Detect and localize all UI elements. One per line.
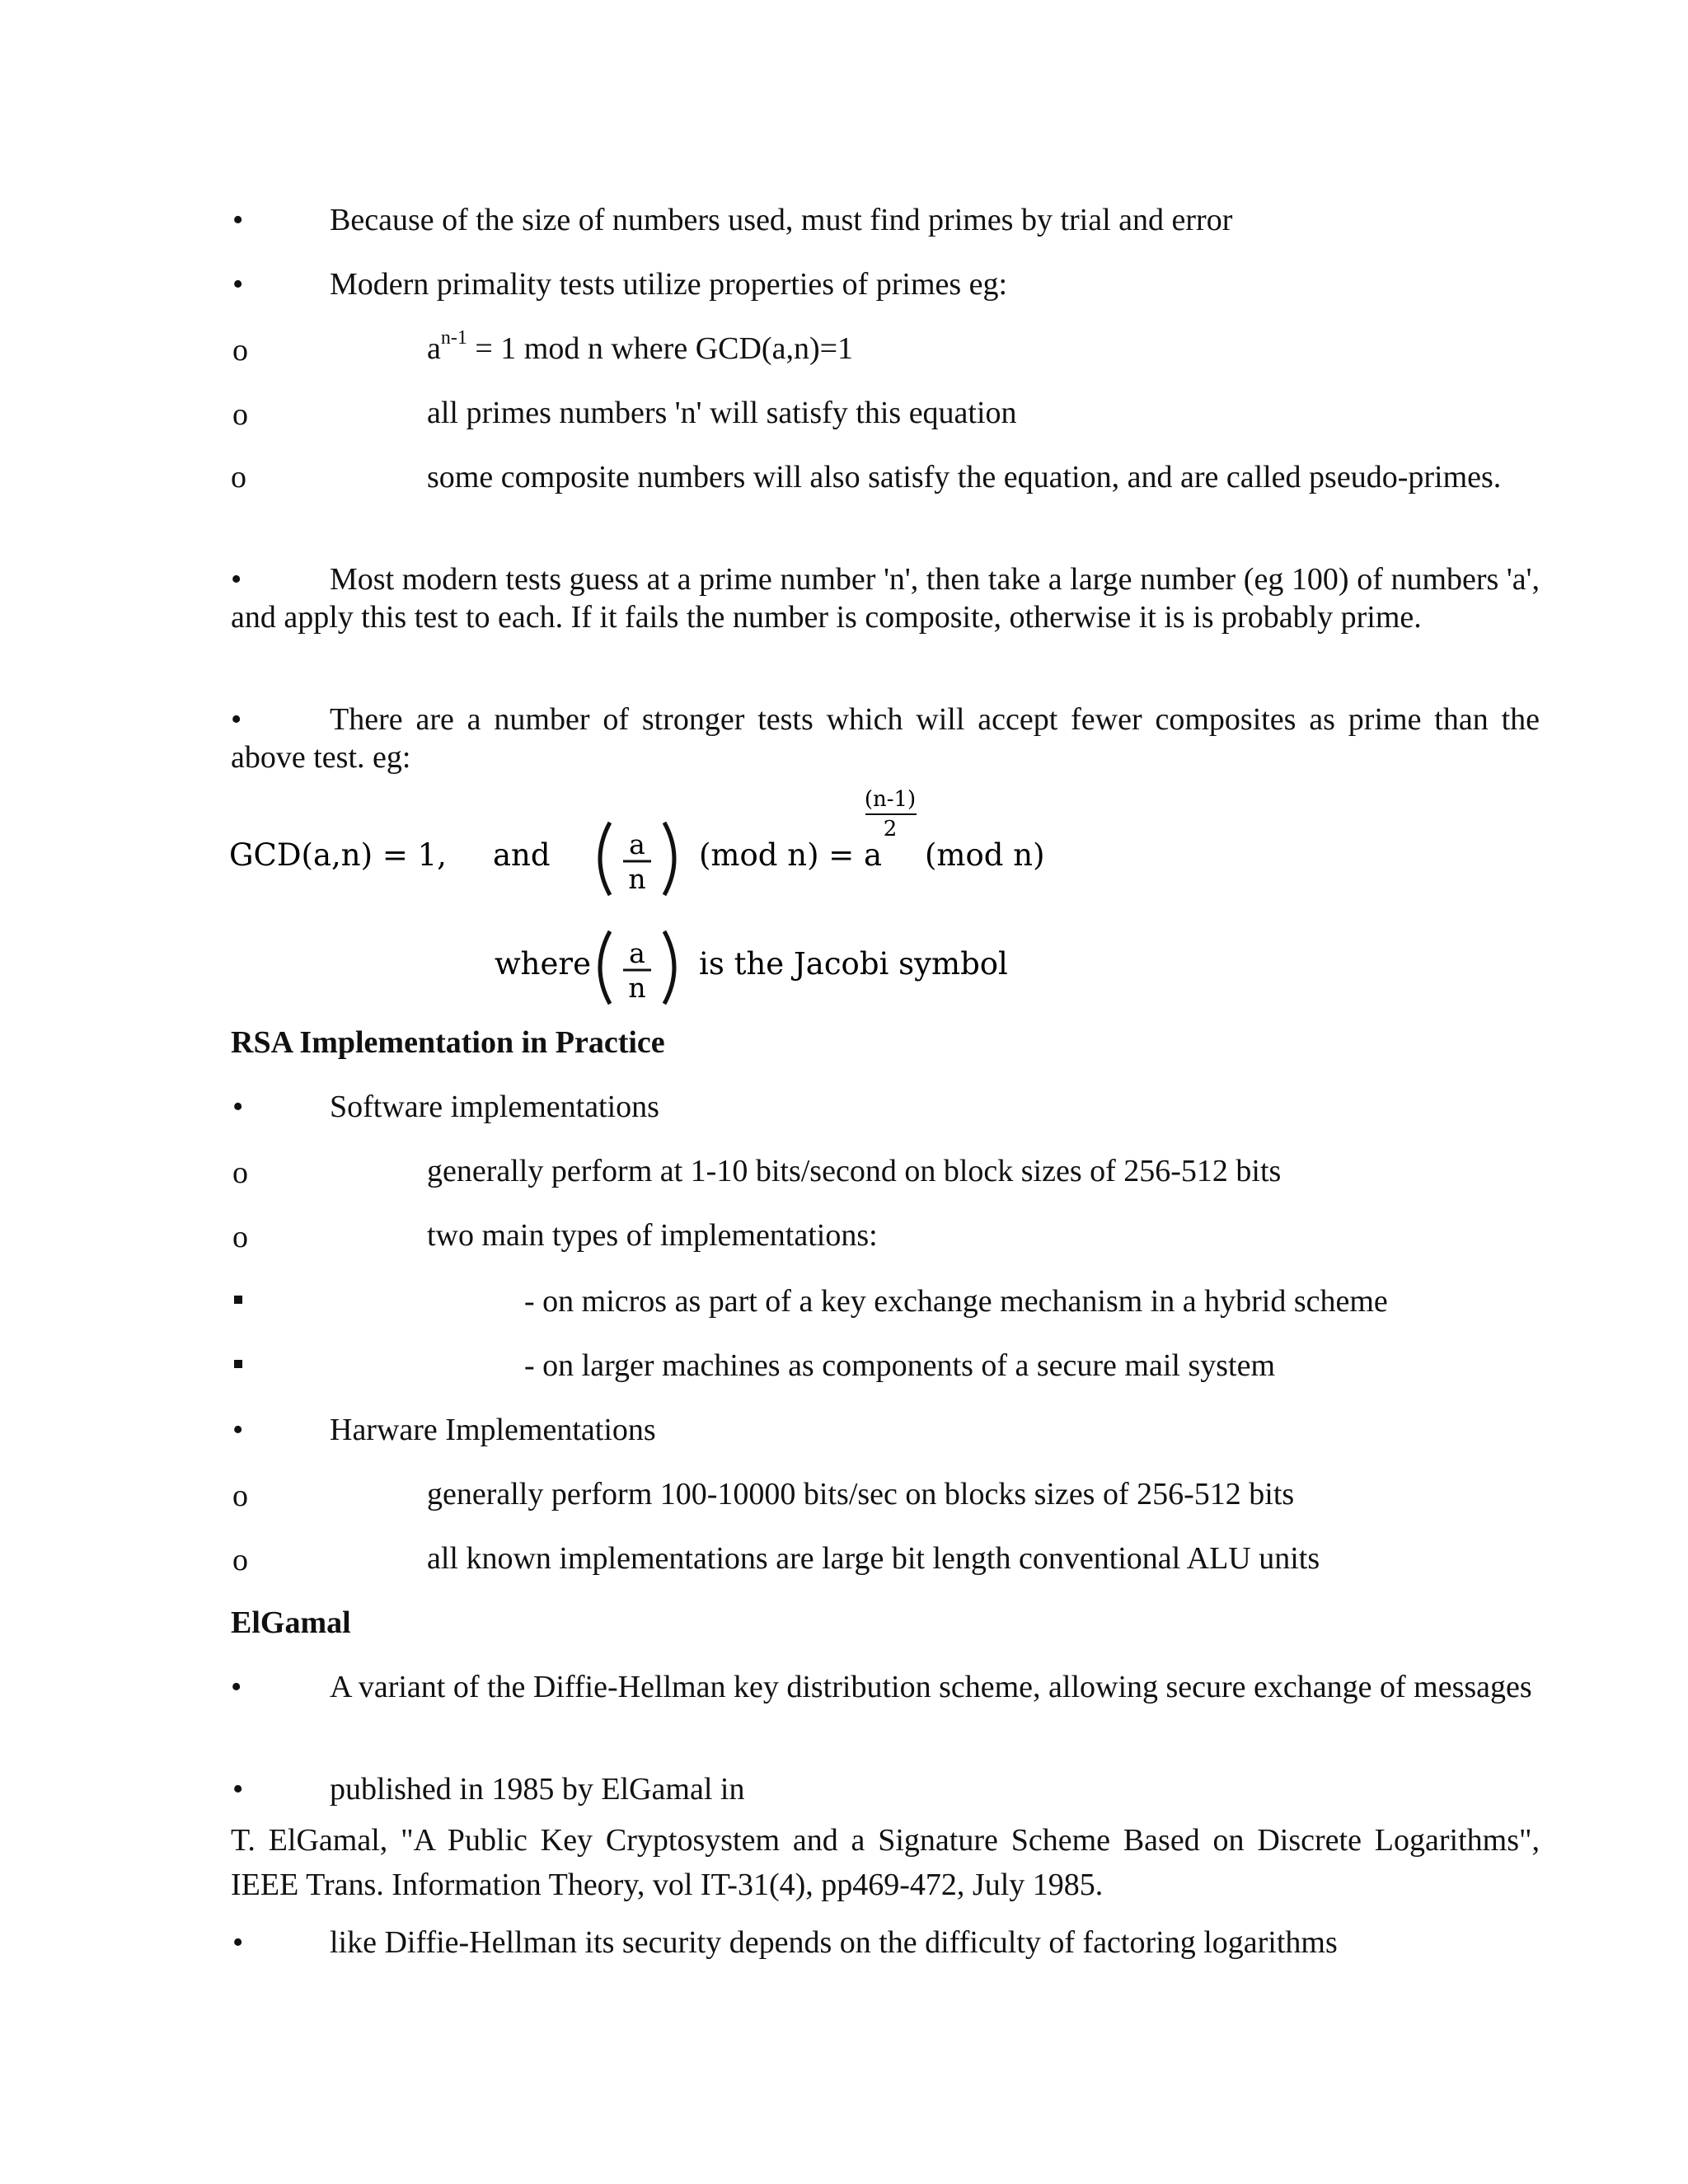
bullet-paragraph: • Most modern tests guess at a prime number 'n', then take a large number (eg 100) of numbers 'a', and apply this test to each. If it fails the number is composite, otherwise it is is probably prime. <box>231 562 1540 635</box>
sub-bullet-paragraph: o some composite numbers will also satisfy the equation, and are called pseudo-primes. <box>231 460 1502 494</box>
sub-bullet-text: two main types of implementations: <box>427 1218 878 1253</box>
bullet-circle: o <box>232 1479 248 1513</box>
bullet-disc: • <box>232 1772 244 1807</box>
bullet-square <box>234 1360 242 1368</box>
formula-exp-top: (n-1) <box>864 787 917 812</box>
bullet-circle: o <box>232 333 248 368</box>
bullet-disc: • <box>232 1925 244 1960</box>
bullet-text: like Diffie-Hellman its security depends on the difficulty of factoring logarithms <box>330 1925 1338 1960</box>
sub-bullet-text: generally perform at 1-10 bits/second on block sizes of 256-512 bits <box>427 1154 1282 1188</box>
paren-left <box>600 931 610 1004</box>
formula-where: where <box>495 946 591 982</box>
formula-mod-eq: (mod n) = a <box>699 837 883 873</box>
formula-gcd: GCD(a,n) = 1, <box>229 837 447 873</box>
bullet-circle: o <box>232 1543 248 1577</box>
bullet-circle: o <box>231 460 246 494</box>
bullet-disc: • <box>231 702 242 737</box>
section-heading: ElGamal <box>231 1605 351 1640</box>
formula-mod: (mod n) <box>925 837 1045 873</box>
bullet-disc: • <box>231 1670 242 1704</box>
sub-bullet-text: $a^{n-1} = 1$ mod n where GCD(a,n)=1 <box>427 327 854 366</box>
sub-sub-bullet-text: - on larger machines as components of a secure mail system <box>524 1348 1276 1383</box>
bullet-text: published in 1985 by ElGamal in <box>330 1772 745 1807</box>
bullet-disc: • <box>232 267 244 302</box>
bullet-text: Because of the size of numbers used, must find primes by trial and error <box>330 203 1233 237</box>
sub-bullet-text: all primes numbers 'n' will satisfy this equation <box>427 396 1017 430</box>
bullet-paragraph: • There are a number of stronger tests which will accept fewer composites as prime than the above test. eg: <box>231 702 1540 775</box>
bullet-square <box>234 1296 242 1304</box>
reference-paragraph: T. ElGamal, "A Public Key Cryptosystem and a Signature Scheme Based on Discrete Logarithms", IEEE Trans. Information Theory, vol IT-31(4), pp469-472, July 1985. <box>231 1823 1540 1902</box>
formula-jacobi: is the Jacobi symbol <box>699 946 1008 982</box>
bullet-text: Software implementations <box>330 1090 659 1124</box>
formula-n: n <box>628 972 646 1004</box>
paren-right <box>664 931 674 1004</box>
bullet-disc: • <box>231 562 242 597</box>
formula-exp-bot: 2 <box>883 817 898 841</box>
formula-n: n <box>628 863 646 895</box>
section-heading: RSA Implementation in Practice <box>231 1025 665 1060</box>
jacobi-formula <box>223 783 1096 1022</box>
paren-left <box>600 823 610 895</box>
paren-right <box>664 823 674 895</box>
bullet-circle: o <box>232 1155 248 1190</box>
bullet-text: Harware Implementations <box>330 1413 656 1447</box>
bullet-disc: • <box>232 1413 244 1447</box>
bullet-disc: • <box>232 1090 244 1124</box>
bullet-disc: • <box>232 203 244 237</box>
bullet-paragraph: • A variant of the Diffie-Hellman key distribution scheme, allowing secure exchange of messages <box>231 1670 1532 1704</box>
sub-sub-bullet-text: - on micros as part of a key exchange mechanism in a hybrid scheme <box>524 1284 1388 1319</box>
sub-bullet-text: all known implementations are large bit length conventional ALU units <box>427 1541 1320 1576</box>
sub-bullet-text: generally perform 100-10000 bits/sec on blocks sizes of 256-512 bits <box>427 1477 1295 1511</box>
bullet-circle: o <box>232 1220 248 1254</box>
formula-a: a <box>629 937 645 969</box>
formula-and: and <box>493 837 551 873</box>
formula-a: a <box>629 828 645 860</box>
bullet-text: Modern primality tests utilize properties of primes eg: <box>330 267 1008 302</box>
bullet-circle: o <box>232 397 248 432</box>
